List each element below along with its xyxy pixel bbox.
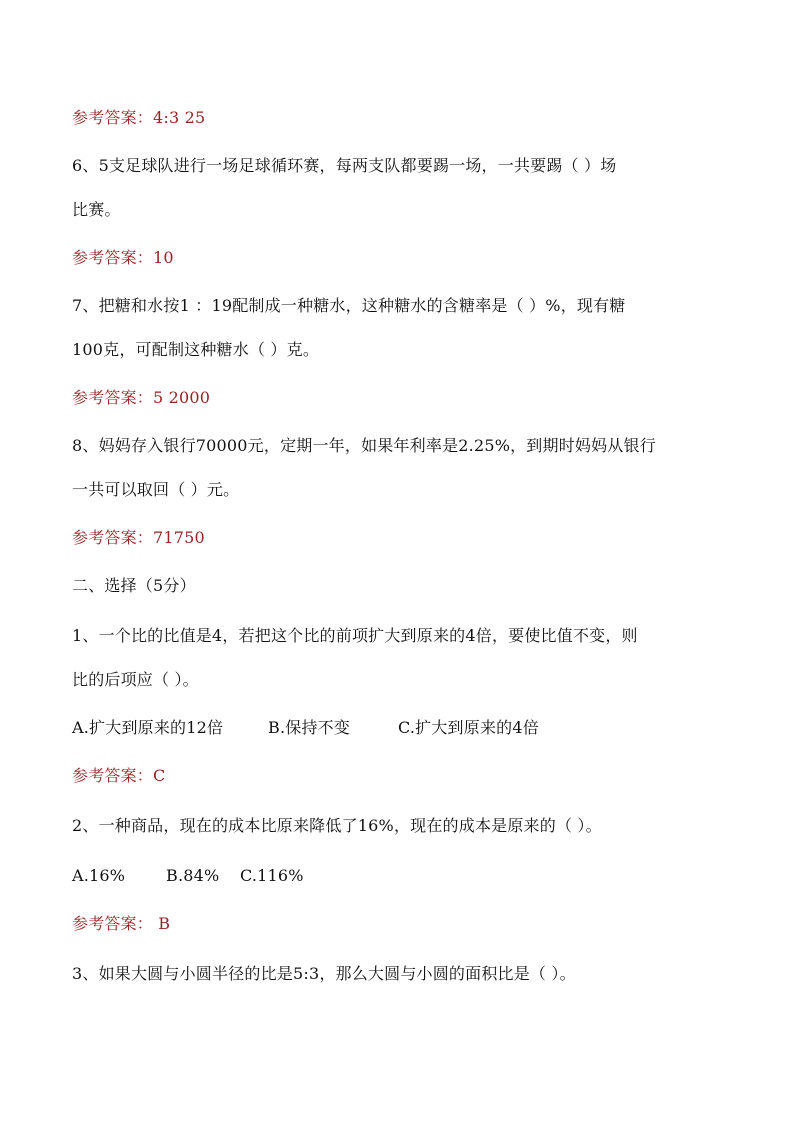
answer-line: 参考答案：10 xyxy=(72,248,174,267)
question-7-text-cont: 100克，可配制这种糖水（ ）克。 xyxy=(72,340,320,359)
section-heading: 二、选择（5分） xyxy=(72,576,196,595)
answer-line: 参考答案： B xyxy=(72,914,171,933)
option-c: C.扩大到原来的4倍 xyxy=(398,718,539,737)
option-b: B.保持不变 xyxy=(268,718,351,737)
question-6-text-cont: 比赛。 xyxy=(72,200,121,219)
choice-2-options xyxy=(72,866,304,886)
question-8-text: 8、妈妈存入银行70000元，定期一年，如果年利率是2.25%，到期时妈妈从银行 xyxy=(72,436,656,455)
option-a: A.16% xyxy=(72,866,126,885)
question-8-text-cont: 一共可以取回（ ）元。 xyxy=(72,480,240,499)
choice-1-text-cont: 比的后项应（ ）。 xyxy=(72,670,199,689)
answer-line: 参考答案：5 2000 xyxy=(72,388,211,407)
option-a: A.扩大到原来的12倍 xyxy=(72,718,224,737)
question-6-text: 6、5支足球队进行一场足球循环赛，每两支队都要踢一场，一共要踢（ ）场 xyxy=(72,156,617,175)
answer-line: 参考答案：4:3 25 xyxy=(72,108,206,127)
choice-2-text: 2、一种商品，现在的成本比原来降低了16%，现在的成本是原来的（ ）。 xyxy=(72,816,602,835)
answer-line: 参考答案：71750 xyxy=(72,528,205,547)
choice-1-options xyxy=(72,718,539,738)
question-7-text: 7、把糖和水按1 ：19配制成一种糖水，这种糖水的含糖率是（ ）%，现有糖 xyxy=(72,296,626,315)
choice-3-text: 3、如果大圆与小圆半径的比是5:3，那么大圆与小圆的面积比是（ ）。 xyxy=(72,964,576,983)
answer-line: 参考答案：C xyxy=(72,766,166,785)
choice-1-text: 1、一个比的比值是4，若把这个比的前项扩大到原来的4倍，要使比值不变，则 xyxy=(72,626,638,645)
option-b: B.84% xyxy=(166,866,220,885)
option-c: C.116% xyxy=(240,866,304,885)
